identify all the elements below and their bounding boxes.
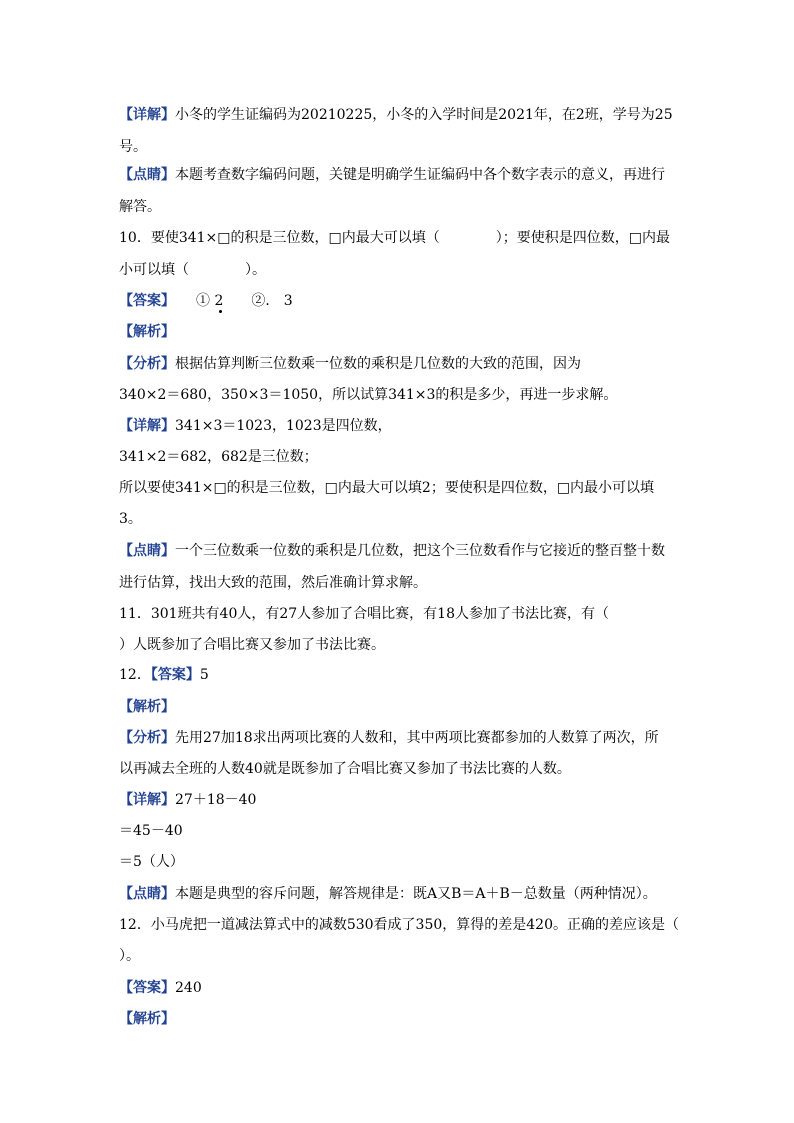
- detail-11-step-1: ＝45－40: [119, 823, 183, 839]
- line-detail-1: 【详解】小冬的学生证编码为20210225，小冬的入学时间是2021年，在2班，学号为25: [119, 107, 673, 123]
- question-12: 12．小马虎把一道减法算式中的减数530看成了350，算得的差是420。正确的差应该是（: [119, 917, 679, 933]
- answer-10: 【答案】 ① 2 ②． 3: [119, 293, 293, 309]
- detail-11: 【详解】27＋18－40: [119, 792, 257, 808]
- analysis-11-cont: 以再减去全班的人数40就是既参加了合唱比赛又参加了书法比赛的人数。: [119, 761, 571, 777]
- analysis-10-heading: 【解析】: [119, 324, 175, 340]
- detail-11-step-2: ＝5（人）: [119, 854, 184, 870]
- analysis-12-heading: 【解析】: [119, 1011, 175, 1027]
- question-11-cont: ）人既参加了合唱比赛又参加了书法比赛。: [119, 637, 385, 653]
- detail-10-conclusion: 所以要使341×□的积是三位数，□内最大可以填2；要使积是四位数，□内最小可以填: [119, 480, 655, 496]
- line-detail-1-cont: 号。: [119, 139, 147, 155]
- line-comment-1-cont: 解答。: [119, 199, 161, 215]
- analysis-11: 【分析】先用27加18求出两项比赛的人数和，其中两项比赛都参加的人数算了两次，所: [119, 730, 659, 746]
- comment-11: 【点睛】本题是典型的容斥问题，解答规律是：既A又B＝A＋B－总数量（两种情况）。: [119, 886, 657, 902]
- analysis-10: 【分析】根据估算判断三位数乘一位数的乘积是几位数的大致的范围，因为: [119, 356, 581, 372]
- question-10: 10．要使341×□的积是三位数，□内最大可以填（ ）；要使积是四位数，□内最: [119, 230, 670, 246]
- question-10-cont: 小可以填（ ）。: [119, 262, 266, 278]
- question-12-cont: ）。: [119, 948, 140, 964]
- detail-10-conclusion-cont: 3。: [119, 511, 142, 527]
- detail-10-cont: 341×2＝682，682是三位数；: [119, 449, 318, 465]
- analysis-11-heading: 【解析】: [119, 699, 175, 715]
- line-comment-1: 【点睛】本题考查数字编码问题，关键是明确学生证编码中各个数字表示的意义，再进行: [119, 167, 665, 183]
- analysis-10-cont: 340×2＝680，350×3＝1050，所以试算341×3的积是多少，再进一步求解。: [119, 387, 618, 403]
- comment-10: 【点睛】一个三位数乘一位数的乘积是几位数，把这个三位数看作与它接近的整百整十数: [119, 543, 665, 559]
- answer-11: 12．【答案】5: [119, 667, 209, 683]
- question-11: 11．301班共有40人，有27人参加了合唱比赛，有18人参加了书法比赛，有（: [119, 606, 609, 622]
- detail-10: 【详解】341×3＝1023，1023是四位数，: [119, 418, 392, 434]
- comment-10-cont: 进行估算，找出大致的范围，然后准确计算求解。: [119, 575, 427, 591]
- answer-12: 【答案】240: [119, 980, 202, 996]
- emphasis-dot: [219, 310, 222, 313]
